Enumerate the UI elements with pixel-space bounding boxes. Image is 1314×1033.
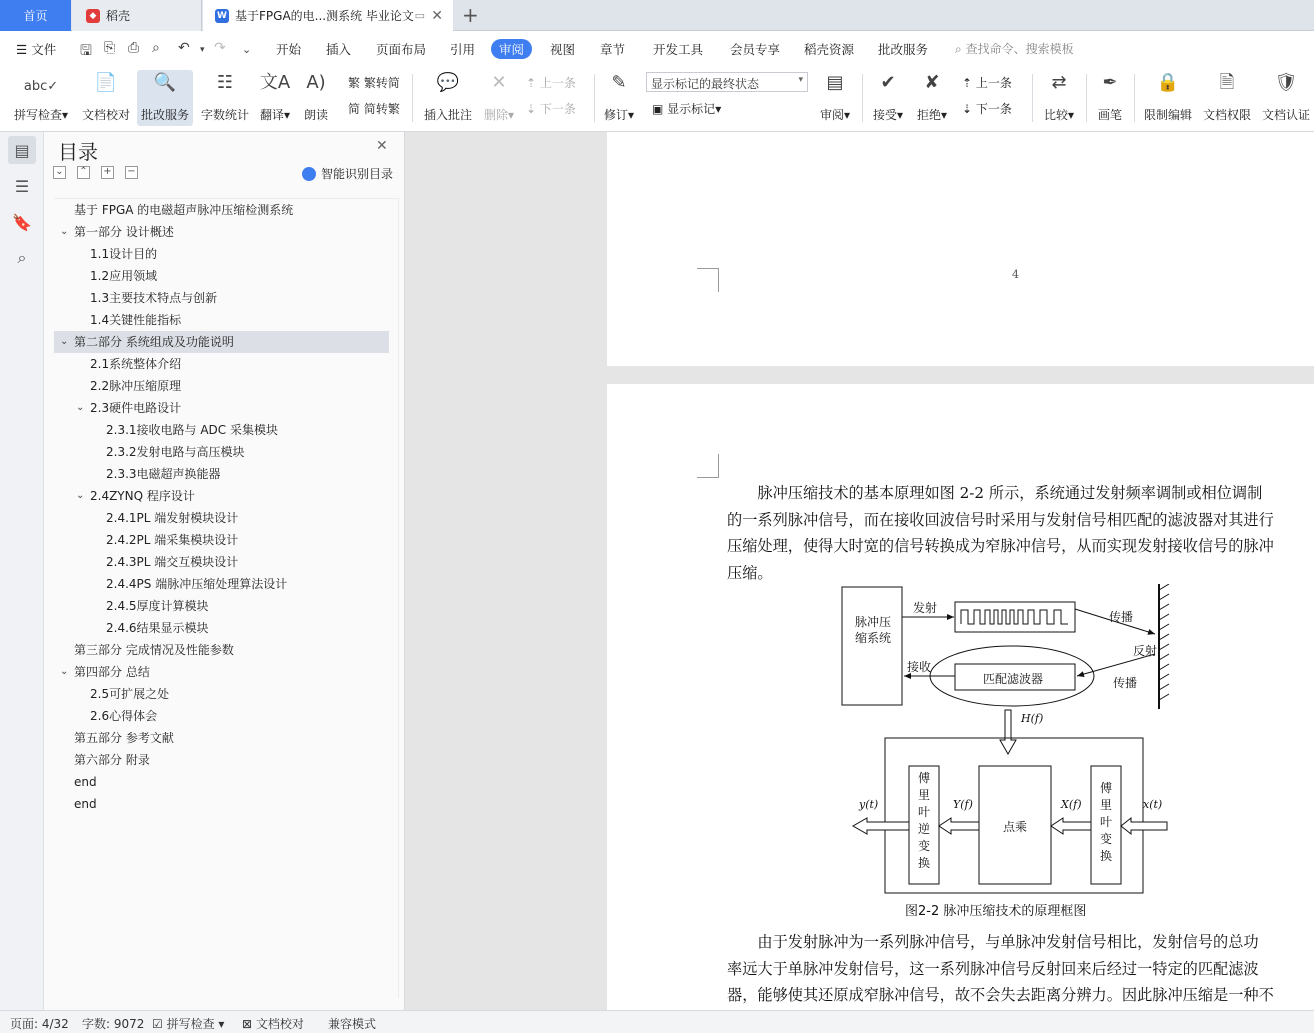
page-indicator[interactable]: 页面: 4/32 — [10, 1017, 69, 1031]
print-icon[interactable]: ⎙ — [128, 40, 140, 56]
outline-item[interactable] — [54, 793, 389, 815]
insert-comment-icon: 💬 — [436, 72, 460, 93]
receive-label: 接收 — [907, 660, 932, 674]
smart-assistant-icon — [302, 167, 316, 181]
outline-item-label: 1.1设计目的 — [90, 247, 158, 261]
document-certify-icon: 🛡 — [1274, 72, 1298, 93]
tab-bar — [0, 0, 1314, 31]
next-comment-button[interactable] — [526, 100, 576, 117]
outline-item[interactable] — [54, 199, 389, 221]
hf-label: H(f) — [1021, 712, 1044, 725]
outline-item[interactable] — [54, 309, 389, 331]
pen-button[interactable] — [1092, 70, 1128, 126]
chevron-down-icon[interactable]: ⌄ — [76, 490, 85, 501]
document-certify-label: 文档认证 — [1261, 108, 1310, 122]
review-pane-button[interactable]: ▤ 审阅▾ — [819, 72, 851, 122]
read-aloud-label: 朗读 — [303, 108, 328, 122]
read-aloud-button[interactable] — [298, 70, 334, 126]
smart-toc-button[interactable] — [302, 165, 393, 182]
daoke-icon: ◆ — [86, 9, 100, 23]
menu-page-layout[interactable]: 页面布局 — [376, 42, 427, 57]
outline-item[interactable] — [54, 463, 389, 485]
outline-item[interactable] — [54, 617, 389, 639]
outline-item[interactable] — [54, 353, 389, 375]
outline-item[interactable] — [54, 485, 389, 507]
transmit-label: 发射 — [913, 601, 938, 615]
word-count-label: 字数统计 — [200, 108, 249, 122]
yt-label: y(t) — [859, 798, 879, 811]
text-line: 器，能够使其还原成窄脉冲信号，故不会失去距离分辨力。因此脉冲压缩是一种不 — [727, 986, 1274, 1004]
ribbon-divider — [1032, 74, 1033, 122]
outline-item-label: 第三部分 完成情况及性能参数 — [74, 643, 234, 657]
outline-item-label: 第一部分 设计概述 — [74, 225, 174, 239]
outline-item-label: 2.4.6结果显示模块 — [106, 621, 209, 635]
inverse-fft-label — [916, 770, 932, 872]
figure-caption: 图2-2 脉冲压缩技术的原理框图 — [905, 904, 1087, 919]
command-search-label: 查找命令、搜索模板 — [965, 42, 1074, 56]
track-changes-label: 修订 — [603, 108, 628, 122]
compare-button[interactable]: ⇄ 比较▾ — [1043, 72, 1075, 122]
outline-item-label: 第四部分 总结 — [74, 665, 150, 679]
insert-comment-button[interactable] — [420, 70, 476, 126]
insert-comment-label: 插入批注 — [423, 108, 472, 122]
figure-2-2 — [837, 584, 1177, 924]
document-permission-icon: 🗎 — [1219, 72, 1235, 93]
bookmark-icon[interactable]: 🔖 — [12, 212, 32, 232]
restrict-editing-button[interactable] — [1140, 70, 1196, 126]
document-proof-button[interactable] — [78, 70, 134, 126]
next-change-button[interactable] — [962, 100, 1012, 117]
trad-to-simp-icon: 繁 — [348, 76, 361, 90]
outline-item[interactable] — [54, 551, 389, 573]
word-count-icon: ☷ — [216, 72, 234, 93]
matched-filter-label: 匹配滤波器 — [983, 672, 1044, 686]
tab-daoke-label: 稻壳 — [106, 9, 131, 23]
ribbon-divider — [1134, 74, 1135, 122]
review-service-label: 批改服务 — [140, 108, 189, 122]
simp-to-trad-button[interactable] — [348, 100, 400, 117]
Xf-label: X(f) — [1061, 798, 1082, 811]
tab-home[interactable] — [0, 0, 71, 31]
outline-item-label: 2.3.3电磁超声换能器 — [106, 467, 221, 481]
outline-panel — [44, 132, 405, 1010]
outline-item[interactable] — [54, 397, 389, 419]
reject-button[interactable]: ✘ 拒绝▾ — [916, 72, 948, 122]
outline-item[interactable] — [54, 441, 389, 463]
previous-comment-icon: ⇡ — [526, 76, 537, 90]
outline-item-label: 2.4.4PS 端脉冲压缩处理算法设计 — [106, 577, 288, 591]
outline-item[interactable] — [54, 419, 389, 441]
outline-item[interactable] — [54, 221, 389, 243]
menu-bar — [0, 31, 1314, 66]
delete-comment-button[interactable]: ✕ 删除▾ — [483, 72, 515, 122]
outline-item[interactable] — [54, 771, 389, 793]
show-markup-icon: ▣ — [652, 102, 664, 116]
chevron-down-icon[interactable]: ⌄ — [76, 402, 85, 413]
outline-item[interactable] — [54, 529, 389, 551]
trad-to-simp-label: 繁转简 — [363, 76, 400, 90]
outline-item[interactable] — [54, 705, 389, 727]
tab-close-icon[interactable]: ✕ — [431, 7, 443, 24]
outline-item-label: 2.6心得体会 — [90, 709, 158, 723]
menu-start[interactable]: 开始 — [276, 42, 302, 57]
spell-check-status-label: 拼写检查 — [166, 1017, 215, 1031]
outline-item[interactable] — [54, 243, 389, 265]
smart-toc-label: 智能识别目录 — [321, 167, 394, 181]
delete-comment-icon: ✕ — [491, 72, 507, 93]
next-comment-icon: ⇣ — [526, 102, 537, 116]
outline-item-label: 基于 FPGA 的电磁超声脉冲压缩检测系统 — [74, 203, 294, 217]
spell-check-toggle[interactable]: ☑ 拼写检查 ▾ — [152, 1017, 225, 1031]
page-4 — [607, 132, 1314, 366]
outline-item-label: 2.3.2发射电路与高压模块 — [106, 445, 245, 459]
reject-icon: ✘ — [924, 72, 940, 93]
outline-item-label: 2.5可扩展之处 — [90, 687, 170, 701]
proof-icon: ⊠ — [242, 1017, 253, 1031]
outline-item-label: 第二部分 系统组成及功能说明 — [74, 335, 234, 349]
outline-item[interactable] — [54, 287, 389, 309]
document-proof-status[interactable] — [242, 1015, 304, 1032]
menu-member[interactable]: 会员专享 — [730, 42, 781, 57]
accept-label: 接受 — [872, 108, 897, 122]
text-line: 脉冲压缩技术的基本原理如图 2-2 所示，系统通过发射频率调制或相位调制 — [727, 484, 1263, 502]
document-permission-label: 文档权限 — [1202, 108, 1251, 122]
outline-item-label: 2.3.1接收电路与 ADC 采集模块 — [106, 423, 278, 437]
pulse-compression-system-label: 脉冲压缩系统 — [854, 615, 891, 645]
spell-check-icon: abc✓ — [23, 79, 59, 94]
document-permission-button[interactable] — [1199, 70, 1255, 126]
expand-all-icon[interactable]: ⌄ — [53, 166, 66, 179]
next-comment-label: 下一条 — [539, 102, 576, 116]
text-line: 压缩。 — [727, 563, 773, 582]
document-proof-status-label: 文档校对 — [255, 1017, 304, 1031]
collapse-all-icon[interactable]: ⌃ — [77, 166, 90, 179]
chapter-nav-icon[interactable]: ☰ — [14, 176, 30, 196]
outline-item-label: 2.4.3PL 端交互模块设计 — [106, 555, 239, 569]
markup-state-value: 显示标记的最终状态 — [651, 77, 760, 91]
track-changes-button[interactable]: ✎ 修订▾ — [603, 72, 635, 122]
multiply-label: 点乘 — [1003, 820, 1028, 834]
save-icon[interactable]: 🖫 — [80, 43, 92, 59]
paragraph-1 — [727, 480, 1284, 586]
chevron-down-icon[interactable]: ⌄ — [60, 226, 69, 237]
paragraph-2 — [727, 929, 1284, 1009]
page-5 — [607, 384, 1314, 1010]
ribbon-toolbar — [0, 66, 1314, 132]
menu-developer[interactable]: 开发工具 — [653, 42, 704, 57]
outline-item[interactable] — [54, 331, 389, 353]
track-changes-icon: ✎ — [611, 72, 627, 93]
add-heading-icon[interactable]: + — [101, 166, 114, 179]
menu-view[interactable]: 视图 — [550, 42, 576, 57]
outline-item-label: 2.1系统整体介绍 — [90, 357, 182, 371]
show-markup-label: 显示标记 — [667, 102, 716, 116]
outline-item-label: 第六部分 附录 — [74, 753, 150, 767]
margin-corner-mark — [697, 454, 719, 478]
markup-state-select[interactable] — [646, 72, 808, 92]
previous-change-label: 上一条 — [975, 76, 1012, 90]
text-line: 的一系列脉冲信号，而在接收回波信号时采用与发射信号相匹配的滤波器对其进行 — [727, 510, 1274, 529]
undo-dropdown-icon[interactable]: ▾ — [200, 45, 205, 55]
file-menu[interactable]: ☰ 文件 — [16, 42, 57, 57]
outline-item[interactable] — [54, 661, 389, 683]
next-change-icon: ⇣ — [962, 102, 973, 116]
document-proof-label: 文档校对 — [81, 108, 130, 122]
compare-icon: ⇄ — [1051, 72, 1067, 93]
menu-insert[interactable]: 插入 — [326, 42, 352, 57]
search-icon: ⌕ — [955, 42, 962, 56]
previous-comment-button[interactable] — [526, 74, 576, 91]
show-markup-button[interactable]: ▣ 显示标记▾ — [652, 102, 722, 116]
outline-item[interactable] — [54, 595, 389, 617]
chevron-down-icon[interactable]: ⌄ — [60, 666, 69, 677]
propagate-label: 传播 — [1109, 610, 1134, 624]
ribbon-divider — [412, 74, 413, 122]
outline-list — [54, 198, 399, 998]
tab-float-icon[interactable]: ▭ — [414, 9, 425, 22]
tab-daoke[interactable] — [72, 0, 202, 31]
text-line: 由于发射脉冲为一系列脉冲信号，与单脉冲发射信号相比，发射信号的总功 — [727, 933, 1259, 951]
simp-to-trad-label: 简转繁 — [363, 102, 400, 116]
outline-item-label: end — [74, 775, 97, 789]
outline-item-label: 2.4ZYNQ 程序设计 — [90, 489, 195, 503]
outline-item[interactable] — [54, 507, 389, 529]
review-service-button[interactable] — [137, 70, 193, 126]
restrict-editing-label: 限制编辑 — [1143, 108, 1192, 122]
text-line: 率远大于单脉冲发射信号，这一系列脉冲信号反射回来后经过一特定的匹配滤波 — [727, 959, 1259, 978]
compatibility-mode: 兼容模式 — [328, 1017, 377, 1031]
fft-text: 傅 里 叶 变 换 — [1099, 781, 1112, 863]
outline-item[interactable] — [54, 749, 389, 771]
reflect-label: 反射 — [1133, 644, 1158, 658]
trad-to-simp-button[interactable] — [348, 74, 400, 91]
tab-document[interactable] — [203, 0, 453, 31]
outline-item-label: 1.2应用领域 — [90, 269, 158, 283]
Yf-label: Y(f) — [953, 798, 973, 811]
redo-icon[interactable]: ↷ — [214, 40, 226, 56]
xt-label: x(t) — [1143, 798, 1163, 811]
reject-label: 拒绝 — [916, 108, 941, 122]
outline-item-label: 2.3硬件电路设计 — [90, 401, 182, 415]
outline-item[interactable] — [54, 639, 389, 661]
outline-icon[interactable]: ▤ — [8, 136, 36, 164]
outline-item-label: 2.2脉冲压缩原理 — [90, 379, 182, 393]
customize-toolbar-icon[interactable]: ⌄ — [242, 43, 252, 56]
print-preview-icon[interactable]: ⌕ — [152, 40, 160, 56]
inverse-fft-text: 傅 里 叶 逆 变 换 — [917, 771, 930, 870]
pen-label: 画笔 — [1097, 108, 1122, 122]
ribbon-divider — [594, 74, 595, 122]
menu-chapter[interactable]: 章节 — [600, 42, 626, 57]
navigation-strip — [0, 132, 44, 1010]
menu-reference[interactable]: 引用 — [450, 42, 476, 57]
simp-to-trad-icon: 简 — [348, 102, 361, 116]
chevron-down-icon: ▾ — [798, 75, 803, 85]
outline-item-label: 1.4关键性能指标 — [90, 313, 182, 327]
delete-comment-label: 删除 — [483, 108, 508, 122]
translate-icon: 文A — [259, 72, 291, 93]
previous-change-icon: ⇡ — [962, 76, 973, 90]
next-change-label: 下一条 — [975, 102, 1012, 116]
file-menu-label: 文件 — [31, 42, 57, 57]
previous-change-button[interactable] — [962, 74, 1012, 91]
ribbon-divider — [1086, 74, 1087, 122]
menu-daoke-resources[interactable]: 稻壳资源 — [804, 42, 855, 57]
ribbon-divider — [862, 74, 863, 122]
propagate-label: 传播 — [1113, 676, 1138, 690]
status-bar — [0, 1010, 1314, 1033]
page-number: 4 — [1012, 268, 1019, 281]
command-search[interactable] — [955, 40, 1074, 57]
tab-document-label: 基于FPGA的电...测系统 毕业论文 — [235, 9, 414, 23]
outline-title: 目录 — [58, 140, 98, 164]
undo-icon[interactable]: ↶ — [178, 40, 190, 56]
outline-item-label: 2.4.1PL 端发射模块设计 — [106, 511, 239, 525]
translate-button[interactable]: 文A 翻译▾ — [259, 72, 291, 122]
pen-icon: ✒ — [1102, 72, 1118, 93]
menu-review-service[interactable]: 批改服务 — [878, 42, 929, 57]
fft-label — [1098, 780, 1114, 865]
checkbox-icon: ☑ — [152, 1017, 163, 1031]
outline-item-label: 1.3主要技术特点与创新 — [90, 291, 218, 305]
margin-corner-mark — [697, 268, 719, 292]
previous-comment-label: 上一条 — [539, 76, 576, 90]
accept-icon: ✔ — [880, 72, 896, 93]
document-certify-button[interactable] — [1258, 70, 1314, 126]
translate-label: 翻译 — [259, 108, 284, 122]
review-pane-label: 审阅 — [819, 108, 844, 122]
document-proof-icon: 📄 — [94, 72, 118, 93]
spell-check-label: 拼写检查 — [13, 108, 62, 122]
compare-label: 比较 — [1043, 108, 1068, 122]
text-line: 压缩处理，使得大时宽的信号转换成为窄脉冲信号，从而实现发射接收信号的脉冲 — [727, 537, 1274, 555]
chevron-down-icon[interactable]: ⌄ — [60, 336, 69, 347]
outline-item[interactable] — [54, 375, 389, 397]
outline-item[interactable] — [54, 727, 389, 749]
word-count-button[interactable] — [197, 70, 253, 126]
close-icon[interactable]: ✕ — [376, 138, 388, 154]
lock-icon: 🔒 — [1156, 72, 1180, 93]
word-count-indicator[interactable]: 字数: 9072 — [82, 1017, 145, 1031]
spell-check-button[interactable]: abc✓ 拼写检查▾ — [8, 70, 74, 126]
review-pane-icon: ▤ — [826, 72, 844, 93]
search-icon[interactable]: ⌕ — [17, 248, 27, 267]
outline-item[interactable] — [54, 573, 389, 595]
tab-home-label: 首页 — [23, 9, 48, 23]
outline-item[interactable] — [54, 683, 389, 705]
outline-item[interactable] — [54, 265, 389, 287]
outline-item-label: end — [74, 797, 97, 811]
menu-review[interactable]: 审阅 — [491, 39, 532, 59]
new-tab-button[interactable]: + — [462, 3, 479, 27]
read-aloud-icon: A) — [306, 72, 326, 93]
remove-heading-icon[interactable]: − — [125, 166, 138, 179]
document-canvas[interactable] — [405, 132, 1314, 1010]
writer-doc-icon: W — [215, 9, 229, 23]
outline-item-label: 2.4.2PL 端采集模块设计 — [106, 533, 239, 547]
outline-item-label: 2.4.5厚度计算模块 — [106, 599, 209, 613]
export-pdf-icon[interactable]: ⎘ — [104, 40, 116, 56]
accept-button[interactable]: ✔ 接受▾ — [872, 72, 904, 122]
outline-item-label: 第五部分 参考文献 — [74, 731, 174, 745]
review-service-icon: 🔍 — [153, 72, 177, 93]
